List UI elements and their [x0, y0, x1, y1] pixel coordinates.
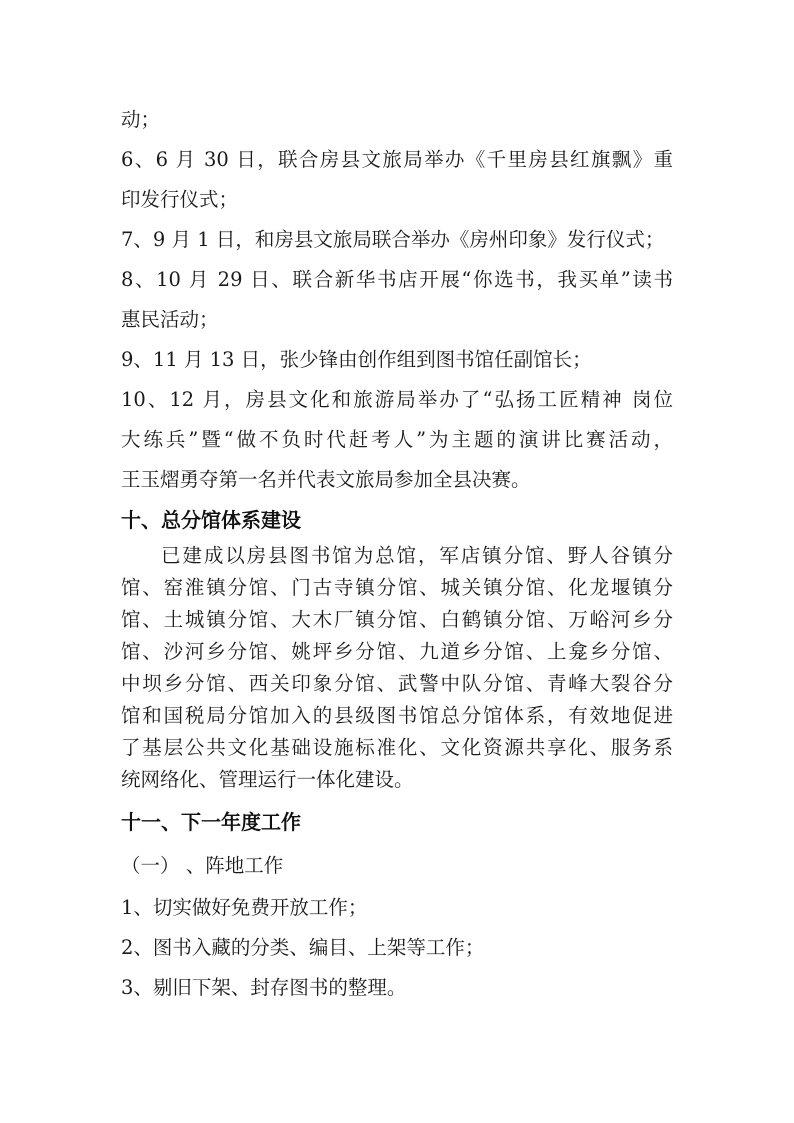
item-10-line-2: 大练兵”暨“做不负时代赶考人”为主题的演讲比赛活动， — [121, 428, 673, 451]
item-9: 9、11 月 13 日，张少锋由创作组到图书馆任副馆长； — [121, 348, 592, 371]
item-6-line-1: 6、6 月 30 日，联合房县文旅局举办《千里房县红旗飘》重 — [121, 148, 673, 171]
section-10-line: 馆、土城镇分馆、大木厂镇分馆、白鹤镇分馆、万峪河乡分 — [121, 608, 673, 631]
section-10-heading: 十、总分馆体系建设 — [121, 508, 301, 532]
task-item: 1、切实做好免费开放工作； — [121, 896, 368, 919]
section-10-line: 了基层公共文化基础设施标准化、文化资源共享化、服务系 — [121, 736, 673, 759]
item-8-line-2: 惠民活动； — [121, 308, 219, 331]
section-11-subheading: （一） 、阵地工作 — [121, 854, 284, 877]
item-10-line-3: 王玉熠勇夺第一名并代表文旅局参加全县决赛。 — [121, 468, 531, 491]
section-10-line: 统网络化、管理运行一体化建设。 — [121, 768, 414, 791]
item-5-continuation: 动； — [121, 108, 161, 131]
task-item: 3、剔旧下架、封存图书的整理。 — [121, 976, 407, 999]
task-item: 2、图书入藏的分类、编目、上架等工作； — [121, 936, 485, 959]
section-10-line: 馆、沙河乡分馆、姚坪乡分馆、九道乡分馆、上龛乡分馆、 — [121, 640, 673, 663]
section-10-line: 已建成以房县图书馆为总馆，军店镇分馆、野人谷镇分 — [161, 544, 673, 567]
item-7: 7、9 月 1 日，和房县文旅局联合举办《房州印象》发行仪式； — [121, 228, 665, 251]
section-11-heading: 十一、下一年度工作 — [121, 810, 301, 834]
section-10-line: 馆、窑淮镇分馆、门古寺镇分馆、城关镇分馆、化龙堰镇分 — [121, 576, 673, 599]
page-body — [121, 100, 673, 1008]
section-10-line: 中坝乡分馆、西关印象分馆、武警中队分馆、青峰大裂谷分 — [121, 672, 673, 695]
section-10-paragraph — [121, 540, 673, 796]
item-8-line-1: 8、10 月 29 日、联合新华书店开展“你选书，我买单”读书 — [121, 268, 673, 291]
section-10-line: 馆和国税局分馆加入的县级图书馆总分馆体系，有效地促进 — [121, 704, 673, 727]
item-10-line-1: 10、12 月，房县文化和旅游局举办了“弘扬工匠精神 岗位 — [121, 388, 673, 411]
item-6-line-2: 印发行仪式； — [121, 188, 239, 211]
